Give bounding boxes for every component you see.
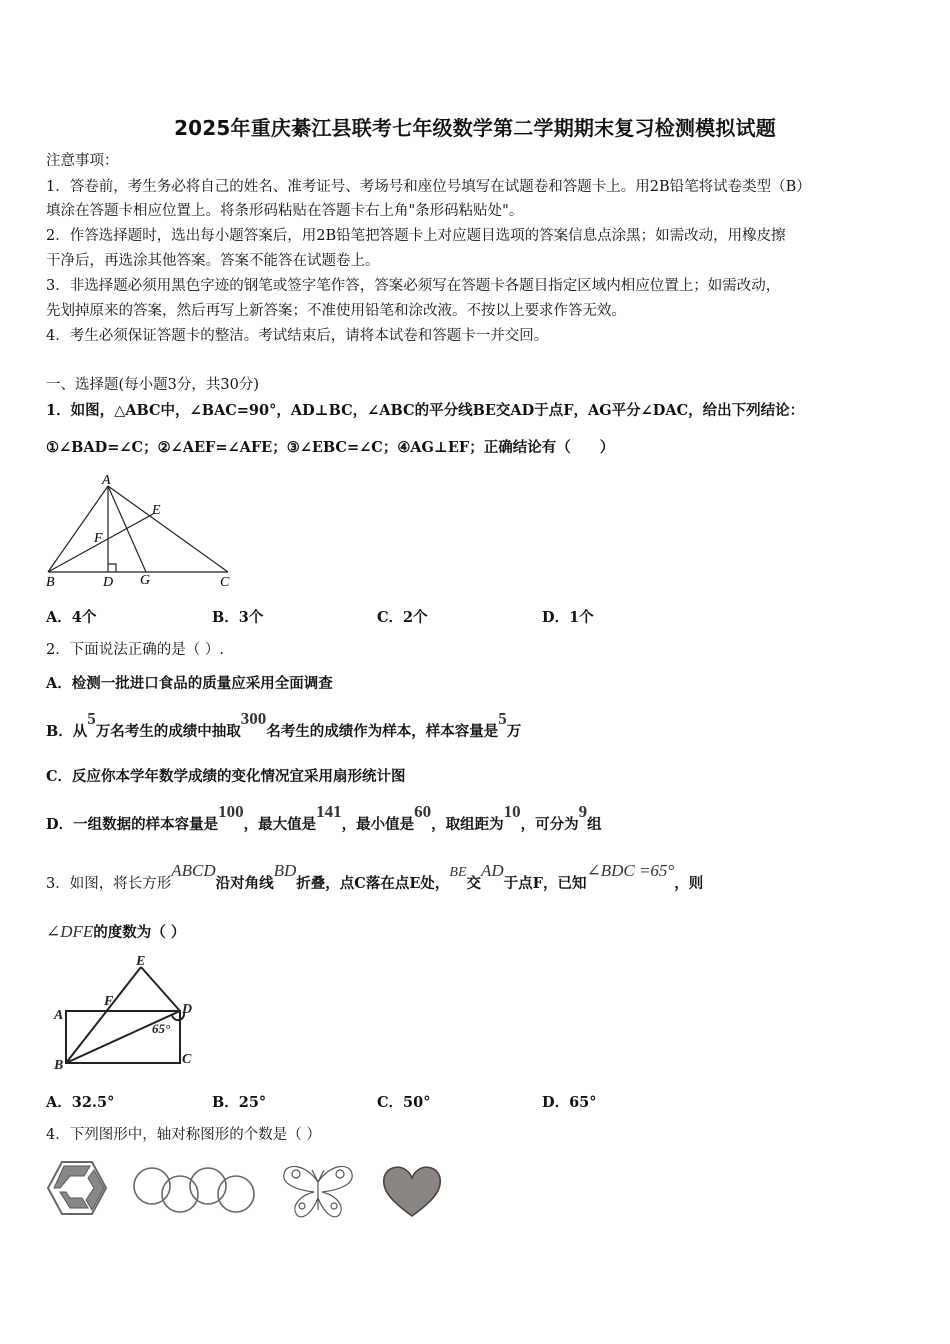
notice-line: 干净后，再选涂其他答案。答案不能答在试题卷上。: [46, 253, 380, 269]
label-c: C: [220, 575, 230, 590]
q2-stem: 2．下面说法正确的是（ ）.: [46, 642, 224, 658]
label-f: F: [94, 531, 103, 546]
q1-option-a[interactable]: A．4个: [46, 609, 97, 626]
label-g: G: [140, 573, 151, 588]
label-d: D: [182, 1002, 193, 1017]
rings-icon: [130, 1160, 270, 1218]
notice-line: 先划掉原来的答案，然后再写上新答案；不准使用铅笔和涂改液。不按以上要求作答无效。: [46, 303, 626, 319]
label-d: D: [103, 575, 114, 590]
q1-option-b[interactable]: B．3个: [212, 609, 264, 626]
hexagon-logo-icon: [42, 1158, 112, 1220]
label-e: E: [152, 503, 161, 518]
section-heading: 一、选择题(每小题3分，共30分): [46, 377, 259, 393]
label-b: B: [46, 575, 55, 590]
q1-triangle-figure: [40, 472, 240, 590]
label-a: A: [54, 1008, 64, 1023]
notice-line: 3．非选择题必须用黑色字迹的钢笔或签字笔作答，答案必须写在答题卡各题目指定区域内相应位置上；如需改动，: [46, 278, 781, 294]
q2-option-b[interactable]: B．从5万名考生的成绩中抽取300名考生的成绩作为样本，样本容量是5万: [46, 709, 522, 740]
label-c: C: [182, 1052, 192, 1067]
q3-option-d[interactable]: D．65°: [542, 1094, 597, 1111]
q1-option-c[interactable]: C．2个: [377, 609, 428, 626]
q1-option-d[interactable]: D．1个: [542, 609, 594, 626]
label-e: E: [136, 955, 146, 969]
notice-line: 4．考生必须保证答题卡的整洁。考试结束后，请将本试卷和答题卡一并交回。: [46, 328, 549, 344]
q3-stem-line2: ∠DFE的度数为（ ）: [46, 922, 186, 941]
page-title: 2025年重庆綦江县联考七年级数学第二学期期末复习检测模拟试题: [174, 116, 776, 140]
q2-option-a[interactable]: A．检测一批进口食品的质量应采用全面调查: [46, 675, 333, 692]
q3-option-c[interactable]: C．50°: [377, 1094, 431, 1111]
q3-option-a[interactable]: A．32.5°: [46, 1094, 115, 1111]
butterfly-icon: [280, 1160, 356, 1222]
q1-stem-line2: ①∠BAD=∠C；②∠AEF=∠AFE；③∠EBC=∠C；④AG⊥EF；正确结论有（ ）: [46, 439, 615, 456]
q2-option-c[interactable]: C．反应你本学年数学成绩的变化情况宜采用扇形统计图: [46, 768, 406, 785]
q3-option-b[interactable]: B．25°: [212, 1094, 267, 1111]
notice-line: 2．作答选择题时，选出每小题答案后，用2B铅笔把答题卡上对应题目选项的答案信息点涂黑；如需改动，用橡皮擦: [46, 228, 786, 244]
angle-label: 65°: [152, 1021, 171, 1036]
q3-rectangle-figure: [48, 955, 208, 1073]
q1-stem-line1: 1．如图，△ABC中，∠BAC=90°，AD⊥BC，∠ABC的平分线BE交AD于点F，AG平分∠DAC，给出下列结论：: [46, 402, 805, 419]
label-a: A: [102, 473, 111, 488]
q3-stem-line1: 3．如图，将长方形ABCD沿对角线BD折叠，点C落在点E处，BE交AD于点F，已知∠BDC =65°，则: [46, 861, 704, 892]
q4-stem: 4．下列图形中，轴对称图形的个数是（ ）: [46, 1127, 321, 1143]
label-f: F: [104, 994, 114, 1009]
label-b: B: [54, 1058, 64, 1073]
notice-line: 填涂在答题卡相应位置上。将条形码粘贴在答题卡右上角"条形码粘贴处"。: [46, 203, 524, 219]
q2-option-d[interactable]: D．一组数据的样本容量是100，最大值是141，最小值是60，取组距为10，可分为9组: [46, 802, 602, 833]
heart-icon: [380, 1162, 444, 1220]
notice-heading: 注意事项：: [46, 153, 119, 169]
notice-line: 1．答卷前，考生务必将自己的姓名、准考证号、考场号和座位号填写在试题卷和答题卡上。用2B铅笔将试卷类型（B）: [46, 179, 811, 195]
